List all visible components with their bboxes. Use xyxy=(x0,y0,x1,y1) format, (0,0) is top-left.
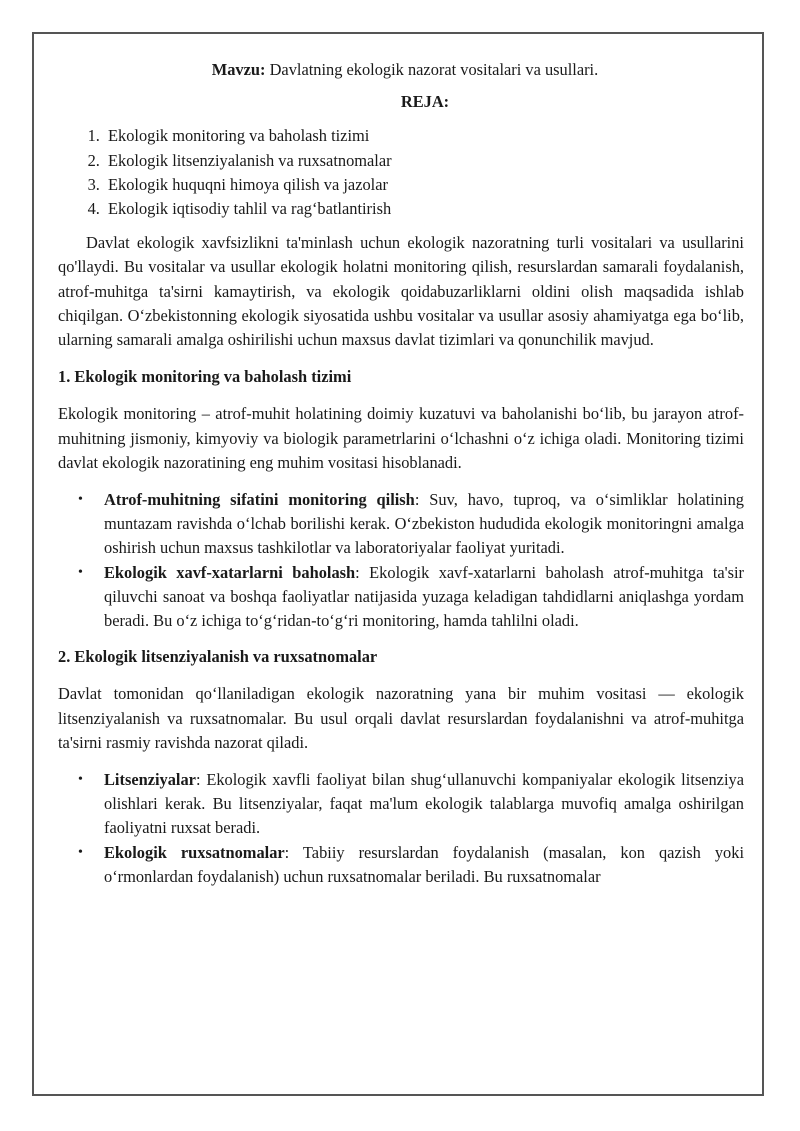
plan-heading: REJA: xyxy=(400,92,450,112)
bullet-text: : Ekologik xavf-xatarlarni baholash atrof-muhitga ta'sir qiluvchi sanoat va boshqa faoliyatlar natijasida yuzaga keladigan tahdidlarni aniqlashga yordam beradi. Bu o‘z ichiga to‘g‘ridan-to‘g‘ri monitoring, hamda tahlilni oladi. xyxy=(104,562,744,631)
bullet-text: : Suv, havo, tuproq, va o‘simliklar holatining muntazam ravishda o‘lchab borilishi kerak. O‘zbekiston hududida ekologik monitoringni amalga oshirish uchun maxsus tashkilotlar va laboratoriyalar faoliyat yuritadi. xyxy=(104,490,744,558)
section-paragraph: Ekologik monitoring – atrof-muhit holatining doimiy kuzatuvi va baholanishi bo‘lib, bu jarayon atrof-muhitning jismoniy, kimyoviy va biologik parametrlarini o‘lchashni o‘z ichiga oladi. Monitoring tizimi davlat ekologik nazoratining eng muhim vositasi hisoblanadi. xyxy=(58,404,744,472)
document-body xyxy=(58,58,744,901)
bullet-dot-icon: • xyxy=(78,772,83,788)
bullet-dot-icon: • xyxy=(78,564,83,580)
section-heading: 2. Ekologik litsenziyalanish va ruxsatnomalar xyxy=(58,647,378,667)
plan-item: 2. Ekologik litsenziyalanish va ruxsatnomalar xyxy=(104,149,744,173)
section-paragraph: Davlat tomonidan qo‘llaniladigan ekologik nazoratning yana bir muhim vositasi — ekologik litsenziyalanish va ruxsatnomalar. Bu usul orqali davlat resurslardan foydalanishni va atrof-muhitga ta'sirni rasmiy ravishda nazorat qiladi. xyxy=(58,684,744,752)
plan-item: 4. Ekologik iqtisodiy tahlil va rag‘batlantirish xyxy=(104,197,744,221)
bullet-item xyxy=(78,561,744,634)
bullet-dot-icon: • xyxy=(78,844,83,860)
bullet-list xyxy=(58,768,744,889)
bullet-item xyxy=(78,841,744,889)
document-title xyxy=(58,58,744,82)
bullet-text: : Ekologik xavfli faoliyat bilan shug‘ullanuvchi kompaniyalar ekologik litsenziya olishlari kerak. Bu litsenziyalar, faqat ma'lum ekologik talablarga muvofiq amalga oshirilgan faoliyatni ruxsat beradi. xyxy=(104,770,744,838)
plan-item: 3. Ekologik huquqni himoya qilish va jazolar xyxy=(104,173,744,197)
intro-paragraph: Davlat ekologik xavfsizlikni ta'minlash uchun ekologik nazoratning turli vositalari va usullarini qo'llaydi. Bu vositalar va usullar ekologik holatni monitoring qilish, resurslardan samarali foydalanish, atrof-muhitga ta'sirni kamaytirish, va ekologik qoidabuzarliklarni oldini olish maqsadida ishlab chiqilgan. O‘zbekistonning ekologik siyosatida ushbu vositalar va usullar asosiy ahamiyatga ega bo‘lib, ularning samarali amalga oshirilishi uchun maxsus davlat tizimlari va qonunchilik mavjud. xyxy=(58,233,744,350)
bullet-term: Litsenziyalar xyxy=(104,770,196,790)
bullet-text: : Tabiiy resurslardan foydalanish (masalan, kon qazish yoki o‘rmonlardan foydalanish) uchun ruxsatnomalar beriladi. Bu ruxsatnomalar xyxy=(104,842,744,886)
plan-item: 1. Ekologik monitoring va baholash tizimi xyxy=(104,124,744,148)
bullet-term: Ekologik xavf-xatarlarni baholash xyxy=(104,562,356,582)
bullet-item xyxy=(78,768,744,841)
bullet-item xyxy=(78,488,744,561)
plan-list xyxy=(58,124,744,221)
title-label: Mavzu: xyxy=(211,60,266,79)
bullet-dot-icon: • xyxy=(78,492,83,508)
bullet-term: Atrof-muhitning sifatini monitoring qilish xyxy=(104,490,415,510)
title-text: Davlatning ekologik nazorat vositalari va usullari. xyxy=(265,60,599,79)
section-heading: 1. Ekologik monitoring va baholash tizimi xyxy=(58,367,352,387)
bullet-term: Ekologik ruxsatnomalar xyxy=(104,842,285,862)
bullet-list xyxy=(58,488,744,633)
page-border xyxy=(32,32,764,1096)
